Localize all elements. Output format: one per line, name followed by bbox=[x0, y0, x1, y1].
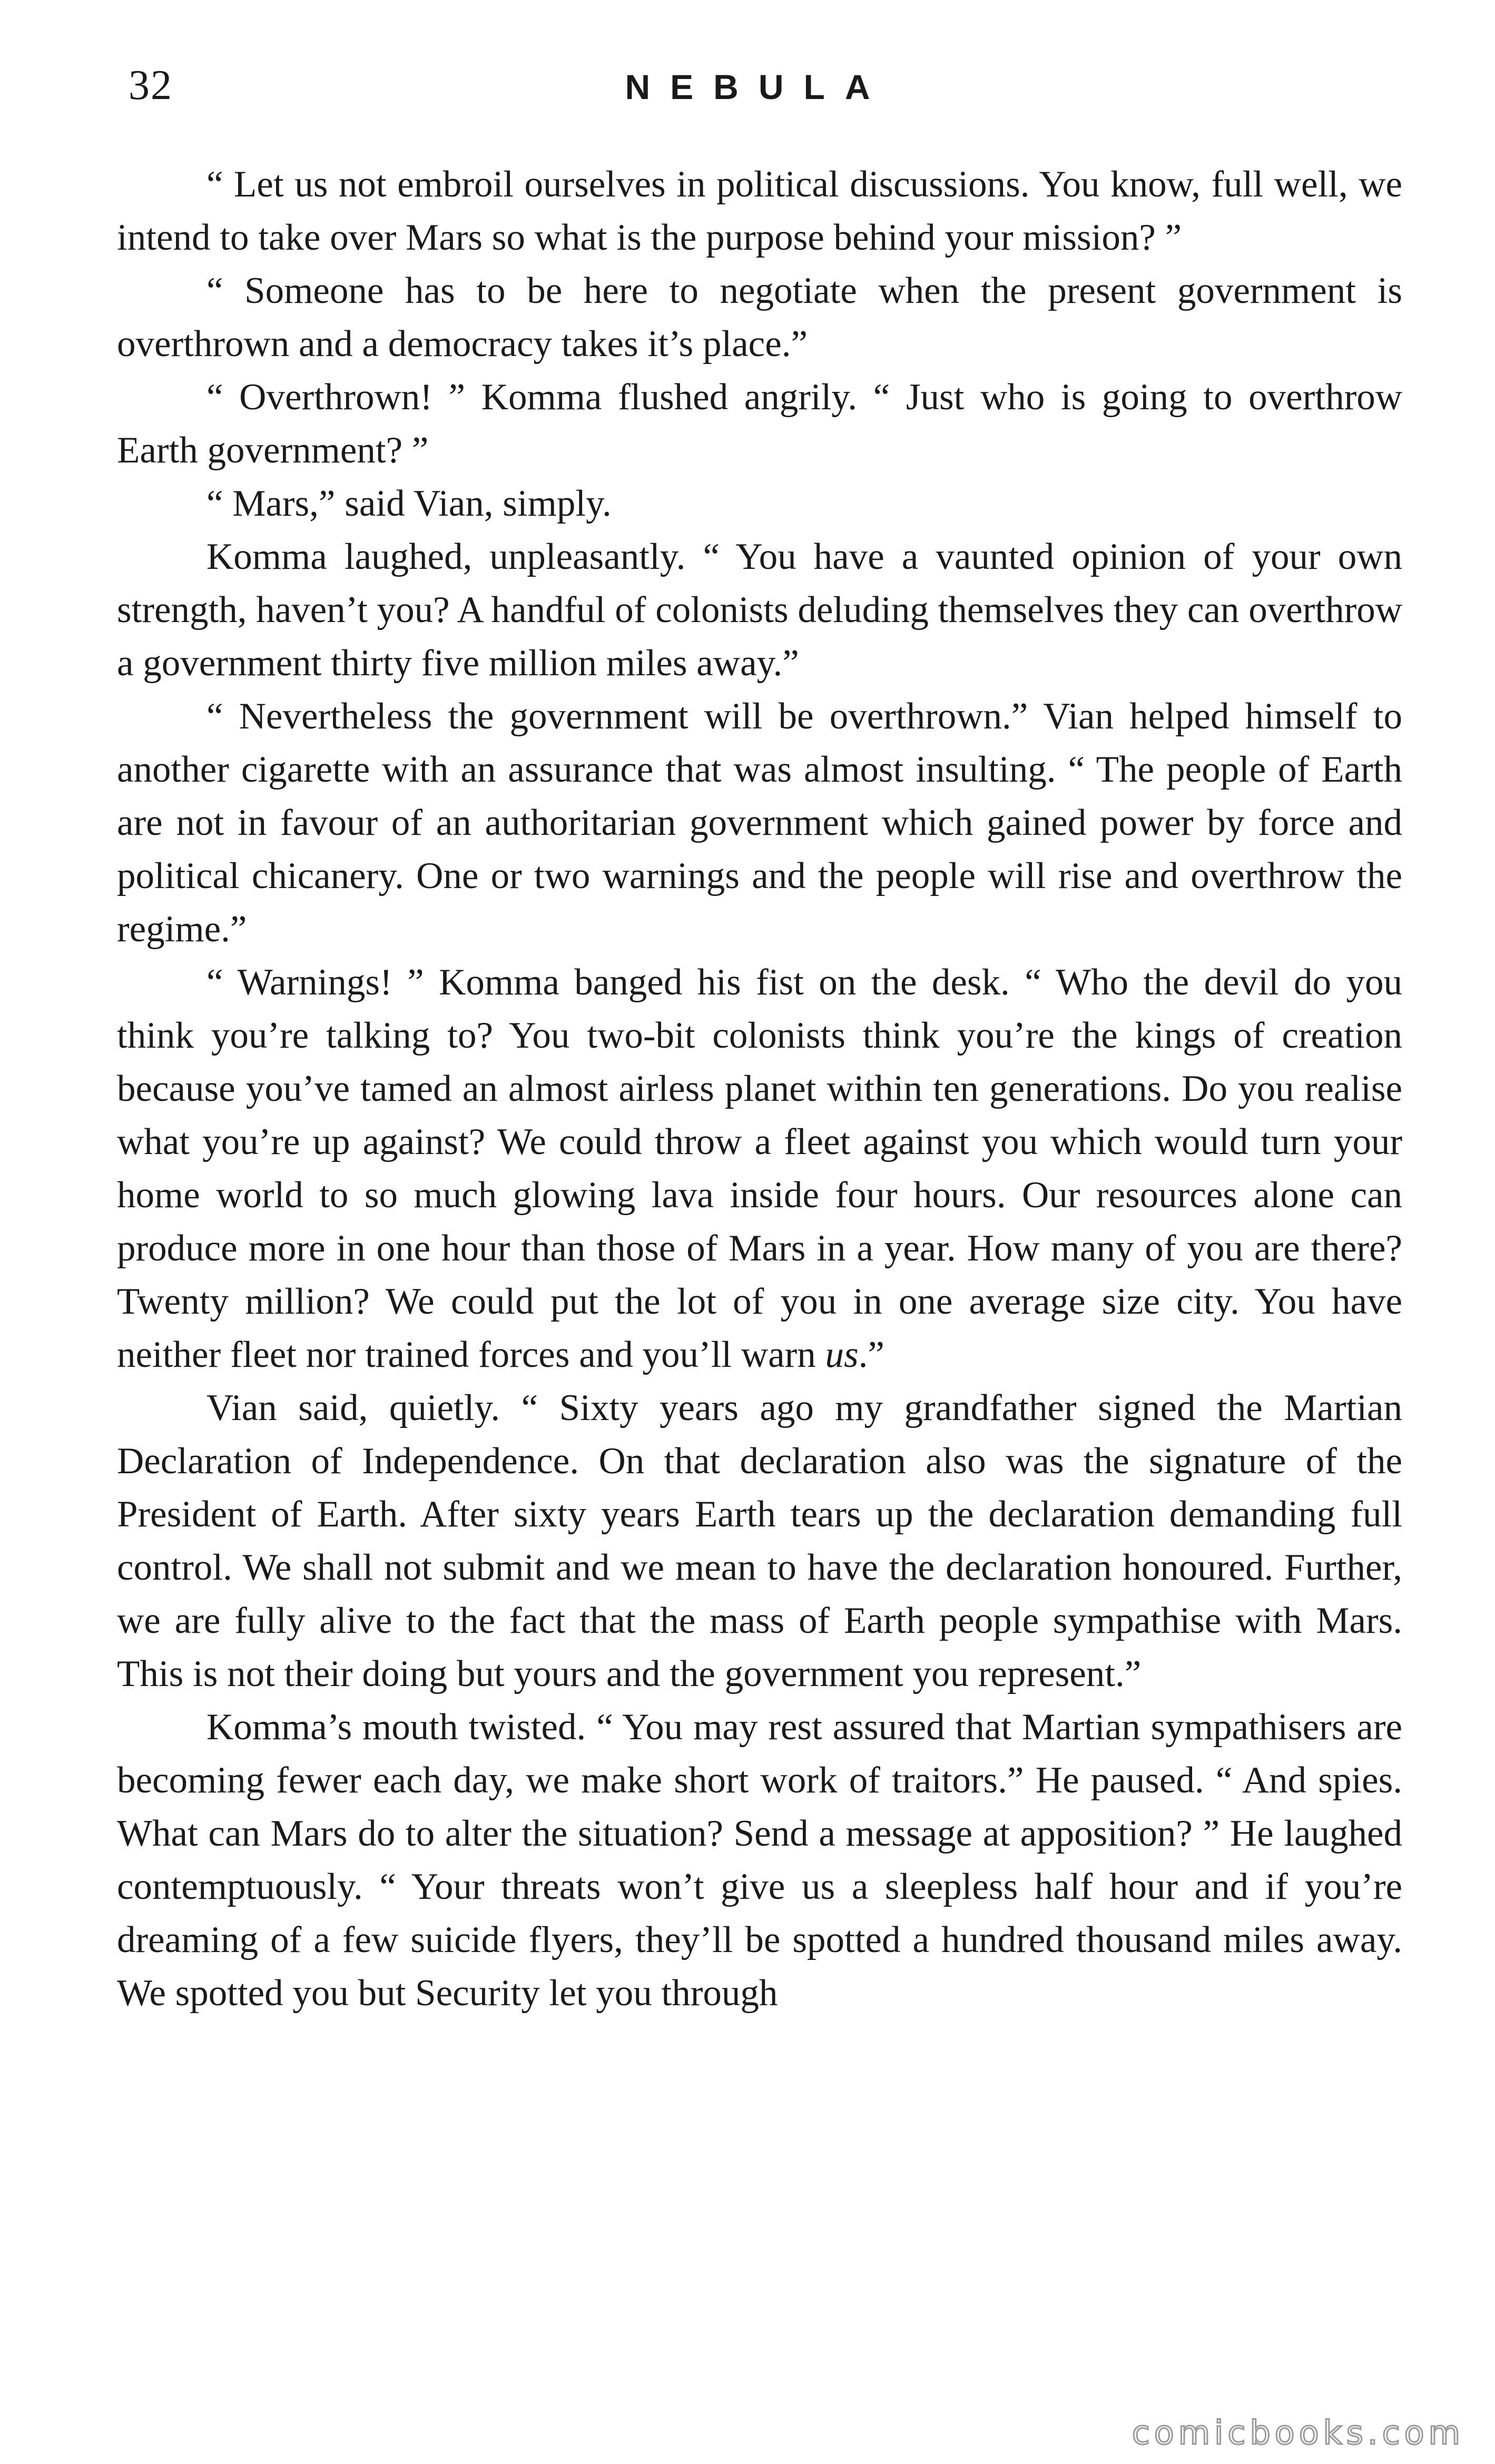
paragraph: “ Someone has to be here to negotiate when the present government is overthrown and a democracy takes it’s place.” bbox=[117, 270, 1402, 364]
paragraph-text: “ Warnings! ” Komma banged his fist on the desk. “ Who the devil do you think you’re talking to? You two-bit colonists think you’re the kings of creation because you’ve tamed an almost airless planet within ten generations. Do you realise what you’re up against? We could throw a fleet against you which would turn your home world to so much glowing lava inside four hours. Our resources alone can produce more in one hour than those of Mars in a year. How many of you are there? Twenty million? We could put the lot of you in one average size city. You have neither fleet nor trained forces and you’ll warn bbox=[117, 962, 1402, 1375]
paragraph: “ Nevertheless the government will be overthrown.” Vian helped himself to another cigarette with an assurance that was almost insulting. “ The people of Earth are not in favour of an authoritarian government which gained power by force and political chicanery. One or two warnings and the people will rise and overthrow the regime.” bbox=[117, 696, 1402, 950]
paragraph: Vian said, quietly. “ Sixty years ago my grandfather signed the Martian Declaration of Independence. On that declaration also was the signature of the President of Earth. After sixty years Earth tears up the declaration demanding full control. We shall not submit and we mean to have the declaration honoured. Further, we are fully alive to the fact that the mass of Earth people sympathise with Mars. This is not their doing but yours and the government you represent.” bbox=[117, 1387, 1402, 1694]
paragraph: Komma laughed, unpleasantly. “ You have a vaunted opinion of your own strength, haven’t you? A handful of colonists deluding themselves they can overthrow a government thirty five million miles away.” bbox=[117, 536, 1402, 684]
watermark-logo: comicbooks.com bbox=[1132, 2413, 1464, 2452]
paragraph: “ Let us not embroil ourselves in political discussions. You know, full well, we intend to take over Mars so what is the purpose behind your mission? ” bbox=[117, 164, 1402, 258]
paragraph-tail: .” bbox=[858, 1334, 884, 1375]
emphasis-text: us bbox=[825, 1334, 859, 1375]
running-head-title: NEBULA bbox=[625, 67, 890, 106]
paragraph: “ Mars,” said Vian, simply. bbox=[206, 483, 612, 524]
paragraph bbox=[117, 956, 1402, 1382]
paragraph: “ Overthrown! ” Komma flushed angrily. “ Just who is going to overthrow Earth government? ” bbox=[117, 377, 1402, 471]
paragraph: Komma’s mouth twisted. “ You may rest assured that Martian sympathisers are becoming fewer each day, we make short work of traitors.” He paused. “ And spies. What can Mars do to alter the situation? Send a message at apposition? ” He laughed contemptuously. “ Your threats won’t give us a sleepless half hour and if you’re dreaming of a few suicide flyers, they’ll be spotted a hundred thousand miles away. We spotted you but Security let you through bbox=[117, 1707, 1402, 2014]
page-number: 32 bbox=[129, 62, 173, 109]
body-text bbox=[117, 158, 1402, 2020]
